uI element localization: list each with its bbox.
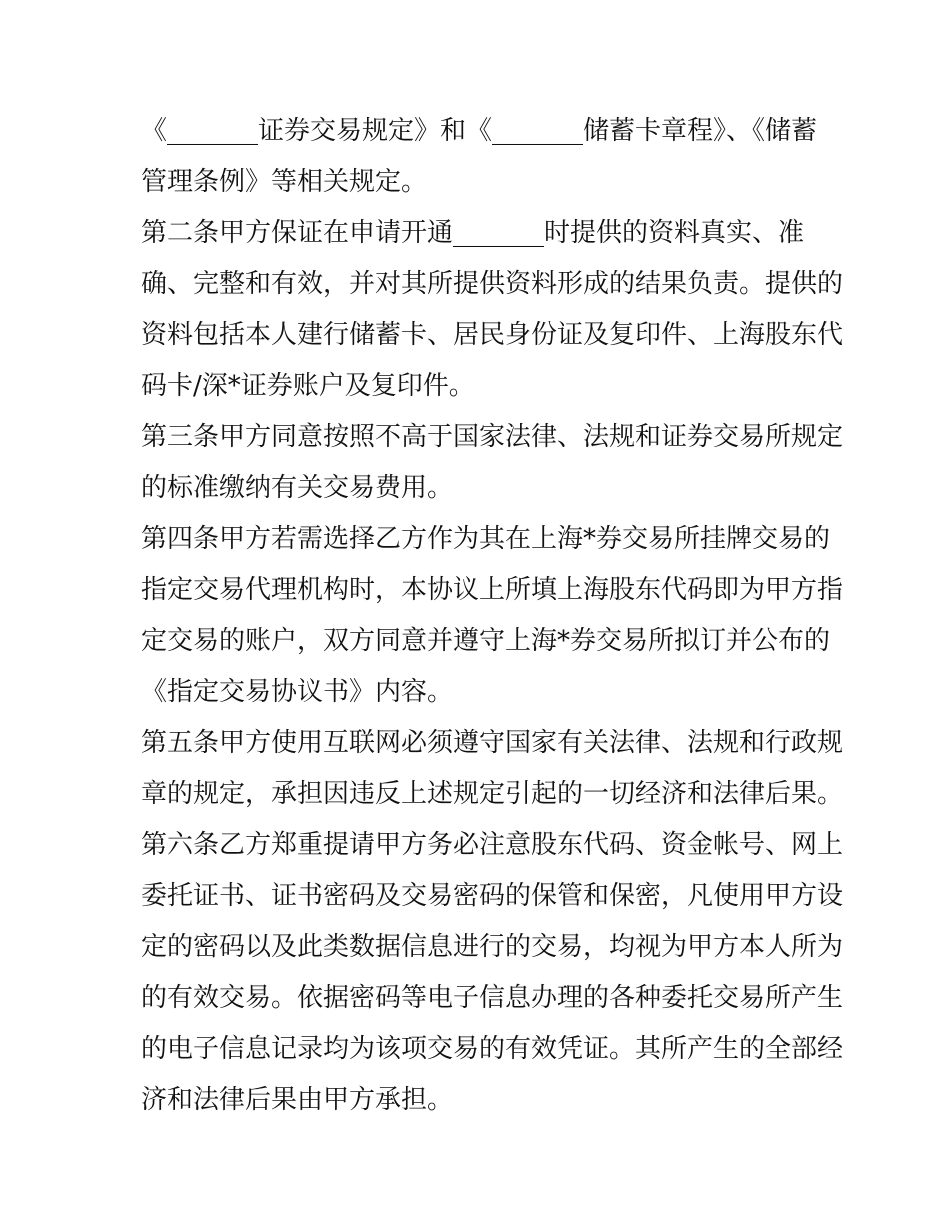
text-line: 第六条乙方郑重提请甲方务必注意股东代码、资金帐号、网上: [141, 830, 844, 860]
text-line: 第五条甲方使用互联网必须遵守国家有关法律、法规和行政规: [141, 728, 844, 758]
text-line: 指定交易代理机构时，本协议上所填上海股东代码即为甲方指: [141, 575, 844, 605]
text-line: 第四条甲方若需选择乙方作为其在上海*券交易所挂牌交易的: [141, 524, 831, 554]
text-line: 章的规定，承担因违反上述规定引起的一切经济和法律后果。: [141, 779, 844, 809]
text-line: 济和法律后果由甲方承担。: [141, 1085, 454, 1115]
text-line: 资料包括本人建行储蓄卡、居民身份证及复印件、上海股东代: [141, 320, 844, 350]
text-line: 的标准缴纳有关交易费用。: [141, 473, 454, 503]
text-line: 的电子信息记录均为该项交易的有效凭证。其所产生的全部经: [141, 1034, 844, 1064]
text-line: 委托证书、证书密码及交易密码的保管和保密，凡使用甲方设: [141, 881, 844, 911]
text-line: 定交易的账户，双方同意并遵守上海*券交易所拟订并公布的: [141, 626, 831, 656]
text-line: 码卡/深*证券账户及复印件。: [141, 371, 475, 401]
text-line: 第三条甲方同意按照不高于国家法律、法规和证券交易所规定: [141, 422, 844, 452]
text-line: 定的密码以及此类数据信息进行的交易，均视为甲方本人所为: [141, 932, 844, 962]
text-line: 《指定交易协议书》内容。: [141, 677, 454, 707]
text-line: 确、完整和有效，并对其所提供资料形成的结果负责。提供的: [141, 269, 844, 299]
text-line: 管理条例》等相关规定。: [141, 167, 428, 197]
text-line: 《_______证券交易规定》和《_______储蓄卡章程》、《储蓄: [141, 116, 818, 146]
document-body: [141, 106, 844, 1126]
text-line: 的有效交易。依据密码等电子信息办理的各种委托交易所产生: [141, 983, 844, 1013]
text-line: 第二条甲方保证在申请开通_______时提供的资料真实、准: [141, 218, 805, 248]
